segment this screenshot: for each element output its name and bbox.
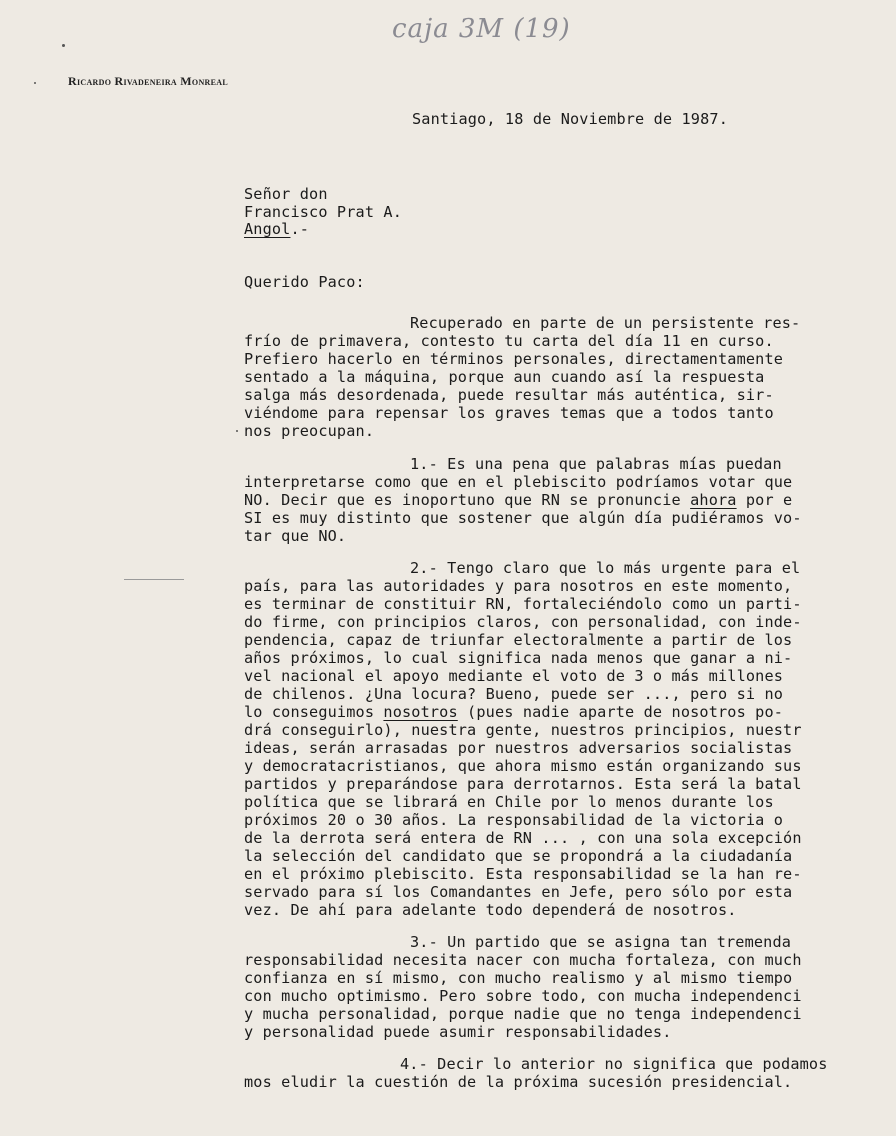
point-3-line: y personalidad puede asumir responsabilidades. [244,1023,672,1041]
recipient-name: Francisco Prat A. [244,203,402,221]
emphasis-ahora: ahora [690,491,737,509]
point-4-line: 4.- Decir lo anterior no significa que podamos [400,1055,828,1073]
intro-line: viéndome para repensar los graves temas que a todos tanto [244,404,774,422]
point-3-line: y mucha personalidad, porque nadie que no tenga independenci [244,1005,802,1023]
point-1-line: 1.- Es una pena que palabras mías puedan [410,455,782,473]
date-line: Santiago, 18 de Noviembre de 1987. [412,110,728,128]
point-2-line: años próximos, lo cual significa nada menos que ganar a ni- [244,649,793,667]
intro-line: frío de primavera, contesto tu carta del día 11 en curso. [244,332,774,350]
point-2-line: próximos 20 o 30 años. La responsabilidad de la victoria o [244,811,784,829]
point-2-line: de chilenos. ¿Una locura? Bueno, puede ser ..., pero si no [244,685,784,703]
point-2-line: vez. De ahí para adelante todo dependerá de nosotros. [244,901,737,919]
point-2-line: partidos y preparándose para derrotarnos. Esta será la batal [244,775,802,793]
recipient-city-line [244,220,309,238]
point-2-line: de la derrota será entera de RN ... , con una sola excepción [244,829,802,847]
point-2-line: es terminar de constituir RN, fortaleciéndolo como un parti- [244,595,802,613]
scan-speck [236,430,238,432]
point-1-text: por e [736,491,793,509]
point-2-line: vel nacional el apoyo mediante el voto de 3 o más millones [244,667,784,685]
point-2-line: 2.- Tengo claro que lo más urgente para el [410,559,801,577]
point-1-text: NO. Decir que es inoportuno que RN se pronuncie [244,491,691,509]
point-2-line: política que se librará en Chile por lo menos durante los [244,793,774,811]
archive-handwritten-note: caja 3M (19) [392,14,571,44]
point-3-line: confianza en sí mismo, con mucho realismo y al mismo tiempo [244,969,793,987]
point-3-line: 3.- Un partido que se asigna tan tremenda [410,933,792,951]
salutation: Querido Paco: [244,273,365,291]
point-2-line: la selección del candidato que se propondrá a la ciudadanía [244,847,793,865]
point-2-line: pendencia, capaz de triunfar electoralmente a partir de los [244,631,793,649]
point-2-line: servado para sí los Comandantes en Jefe, pero sólo por esta [244,883,793,901]
recipient-title: Señor don [244,185,328,203]
point-2-text: lo conseguimos [244,703,384,721]
point-3-line: con mucho optimismo. Pero sobre todo, con mucha independenci [244,987,802,1005]
recipient-city: Angol [244,220,291,238]
letterhead: Ricardo Rivadeneira Monreal [68,74,228,88]
intro-line: Prefiero hacerlo en términos personales, directamentamente [244,350,784,368]
emphasis-nosotros: nosotros [383,703,458,721]
intro-line: sentado a la máquina, porque aun cuando así la respuesta [244,368,765,386]
point-2-line: drá conseguirlo), nuestra gente, nuestros principios, nuestr [244,721,802,739]
point-1-line: SI es muy distinto que sostener que algún día pudiéramos vo- [244,509,802,527]
point-2-line: ideas, serán arrasadas por nuestros adversarios socialistas [244,739,793,757]
point-1-line: tar que NO. [244,527,347,545]
point-2-text: (pues nadie aparte de nosotros po- [457,703,784,721]
point-2-line [244,703,783,721]
point-2-line: país, para las autoridades y para nosotros en este momento, [244,577,793,595]
point-2-line: do firme, con principios claros, con personalidad, con inde- [244,613,802,631]
intro-line: nos preocupan. [244,422,375,440]
intro-line: Recuperado en parte de un persistente res- [410,314,801,332]
recipient-city-suffix: .- [290,220,310,238]
point-1-line [244,491,792,509]
intro-line: salga más desordenada, puede resultar más auténtica, sir- [244,386,774,404]
point-2-line: en el próximo plebiscito. Esta responsabilidad se la han re- [244,865,802,883]
scan-speck [62,44,65,47]
point-2-line: y democratacristianos, que ahora mismo están organizando sus [244,757,802,775]
point-1-line: interpretarse como que en el plebiscito podríamos votar que [244,473,793,491]
scan-speck [34,82,36,84]
point-3-line: responsabilidad necesita nacer con mucha fortaleza, con much [244,951,802,969]
point-4-line: mos eludir la cuestión de la próxima sucesión presidencial. [244,1073,793,1091]
margin-dash-mark [124,579,184,580]
